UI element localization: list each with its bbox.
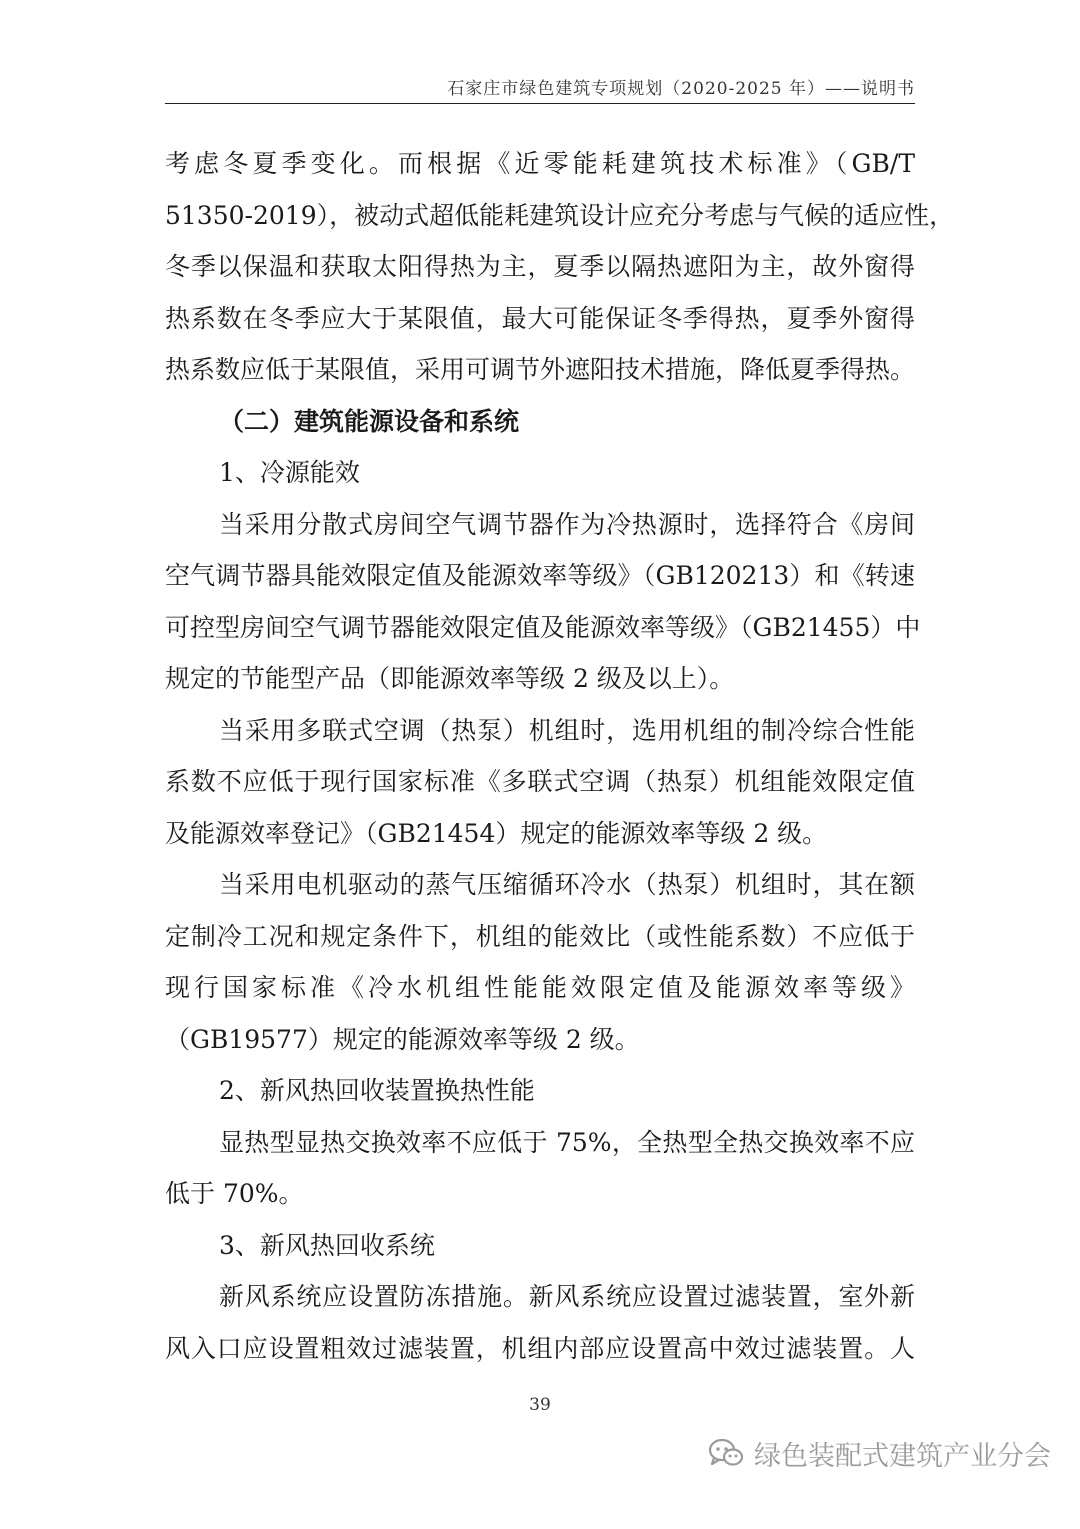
- item-title: 1、冷源能效: [219, 458, 360, 487]
- text-line: 当采用多联式空调（热泵）机组时，选用机组的制冷综合性能: [219, 715, 915, 745]
- item-title: 3、新风热回收系统: [219, 1230, 435, 1260]
- header-title: 石家庄市绿色建筑专项规划（2020-2025 年）——说明书: [447, 79, 915, 99]
- item-title: 2、新风热回收装置换热性能: [219, 1076, 535, 1105]
- text-line: 现行国家标准《冷水机组性能能效限定值及能源效率等级》: [165, 973, 915, 1002]
- text-line: 及能源效率登记》（GB21454）规定的能源效率等级 2 级。: [165, 818, 828, 848]
- text-line: 显热型显热交换效率不应低于 75%，全热型全热交换效率不应: [219, 1127, 915, 1157]
- text-line: 热系数在冬季应大于某限值，最大可能保证冬季得热，夏季外窗得: [165, 303, 915, 333]
- watermark-text: 绿色装配式建筑产业分会: [754, 1440, 1051, 1472]
- text-line: 考虑冬夏季变化。而根据《近零能耗建筑技术标准》（GB/T: [165, 149, 915, 178]
- text-line: 规定的节能型产品（即能源效率等级 2 级及以上）。: [165, 664, 735, 693]
- header-divider: [165, 103, 915, 104]
- text-line: 定制冷工况和规定条件下，机组的能效比（或性能系数）不应低于: [165, 921, 915, 951]
- section-heading: （二）建筑能源设备和系统: [219, 406, 520, 436]
- text-line: 空气调节器具能效限定值及能源效率等级》（GB120213）和《转速: [165, 561, 915, 590]
- text-line: 51350-2019），被动式超低能耗建筑设计应充分考虑与气候的适应性，: [165, 200, 955, 230]
- text-line: 风入口应设置粗效过滤装置，机组内部应设置高中效过滤装置。人: [165, 1333, 915, 1363]
- page-number: 39: [529, 1395, 551, 1415]
- text-line: 新风系统应设置防冻措施。新风系统应设置过滤装置，室外新: [219, 1282, 915, 1311]
- text-line: 可控型房间空气调节器能效限定值及能源效率等级》（GB21455）中: [165, 612, 921, 642]
- document-body: [165, 138, 955, 1374]
- text-line: 系数不应低于现行国家标准《多联式空调（热泵）机组能效限定值: [165, 767, 915, 796]
- text-line: （GB19577）规定的能源效率等级 2 级。: [165, 1024, 640, 1054]
- watermark: [708, 1433, 1051, 1473]
- text-line: 低于 70%。: [165, 1179, 304, 1208]
- wechat-icon: [708, 1437, 744, 1469]
- text-line: 当采用电机驱动的蒸气压缩循环冷水（热泵）机组时，其在额: [219, 870, 915, 899]
- text-line: 热系数应低于某限值，采用可调节外遮阳技术措施，降低夏季得热。: [165, 355, 916, 384]
- text-line: 当采用分散式房间空气调节器作为冷热源时，选择符合《房间: [219, 509, 915, 539]
- text-line: 冬季以保温和获取太阳得热为主，夏季以隔热遮阳为主，故外窗得: [165, 252, 915, 281]
